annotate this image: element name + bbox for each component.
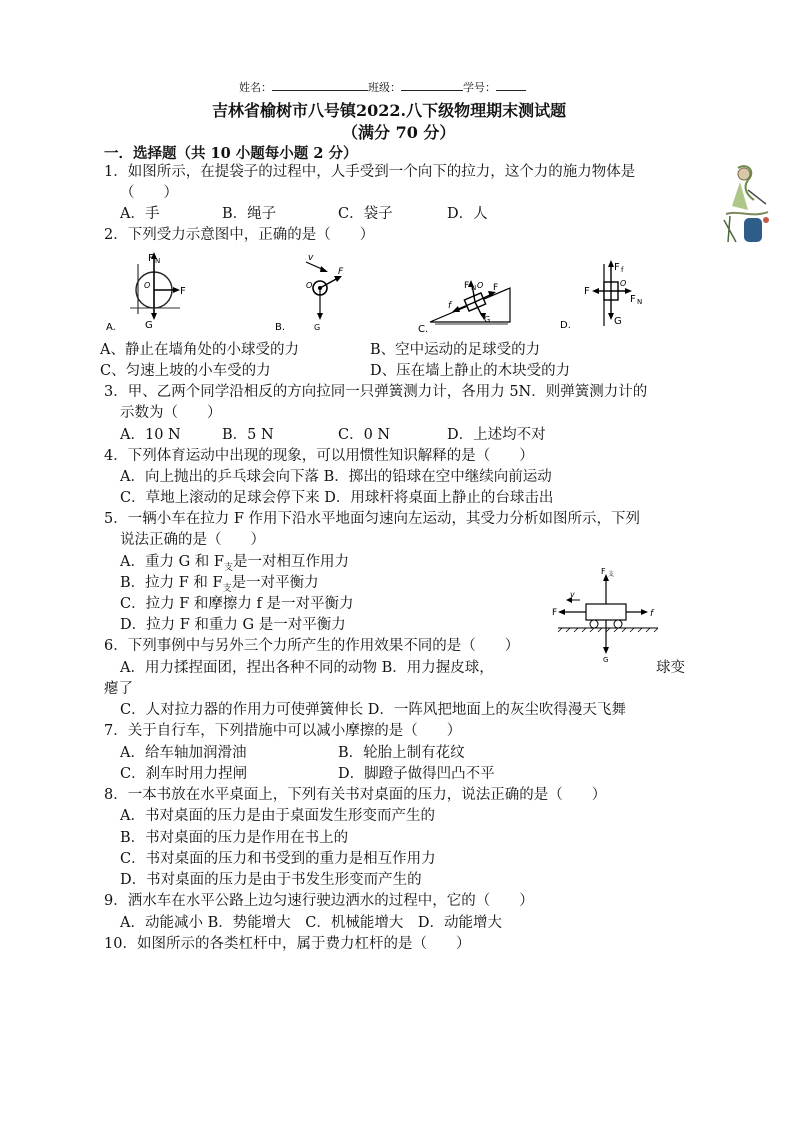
q4-options-ab[interactable]: A．向上抛出的乒乓球会向下落 B．掷出的铅球在空中继续向前运动 [120,469,552,485]
svg-text:F: F [614,262,620,273]
q6-options-cd[interactable]: C．人对拉力器的作用力可使弹簧伸长 D．一阵风把地面上的灰尘吹得漫天飞舞 [120,702,626,718]
svg-text:F: F [338,267,344,277]
class-label: 班级： [368,81,401,94]
q8-option-b[interactable]: B．书对桌面的压力是作用在书上的 [120,830,349,846]
id-label: 学号： [463,81,496,94]
q7-option-b[interactable]: B．轮胎上制有花纹 [338,745,465,761]
svg-text:G: G [145,320,153,331]
svg-text:F: F [552,608,558,618]
svg-text:F: F [464,281,470,291]
fig-b-label: B. [275,322,286,333]
q3-stem-cont: 示数为（ ） [120,405,222,421]
exam-title: 吉林省榆树市八号镇2022.八下级物理期末测试题 [212,101,567,120]
svg-text:O: O [620,279,627,288]
figure-c-cart-on-slope [418,280,510,335]
svg-text:O: O [477,281,484,290]
q6-stem: 6．下列事例中与另外三个力所产生的作用效果不同的是（ ） [104,638,520,654]
q2-option-c[interactable]: C、匀速上坡的小车受的力 [100,363,271,379]
figure-a-ball-in-corner [106,252,186,333]
q2-stem: 2．下列受力示意图中，正确的是（ ） [104,227,375,243]
svg-text:N: N [471,284,477,292]
q5-option-d[interactable]: D．拉力 F 和重力 G 是一对平衡力 [120,617,346,633]
q3-option-d[interactable]: D．上述均不对 [447,427,546,443]
svg-text:G: G [314,323,321,332]
q1-option-d[interactable]: D．人 [447,206,488,222]
svg-text:F: F [601,567,606,576]
q5-stem-cont: 说法正确的是（ ） [120,532,265,548]
q2-option-a[interactable]: A、静止在墙角处的小球受的力 [100,342,299,358]
svg-text:F: F [584,286,590,297]
fig-a-label: A. [106,322,116,333]
svg-text:G: G [484,315,491,324]
q2-force-diagrams [100,250,700,336]
figure-b-flying-ball [275,253,344,333]
svg-text:v: v [570,590,575,599]
q8-option-a[interactable]: A．书对桌面的压力是由于桌面发生形变而产生的 [120,808,435,824]
q6-options-ab[interactable]: A．用力揉捏面团，捏出各种不同的动物 B．用力握皮球， [120,660,494,676]
svg-text:支: 支 [608,571,615,578]
q5-stem: 5．一辆小车在拉力 F 作用下沿水平地面匀速向左运动，其受力分析如图所示，下列 [104,511,641,527]
q5-option-c[interactable]: C．拉力 F 和摩擦力 f 是一对平衡力 [120,596,354,612]
q3-option-b[interactable]: B．5 N [222,427,274,443]
q2-option-b[interactable]: B、空中运动的足球受的力 [370,342,541,358]
svg-text:N: N [637,298,643,306]
svg-text:f: f [650,609,654,619]
svg-text:F: F [630,294,636,305]
section-heading: 一．选择题（共 10 小题每小题 2 分） [104,145,358,162]
q7-option-a[interactable]: A．给车轴加润滑油 [120,745,247,761]
q4-options-cd[interactable]: C．草地上滚动的足球会停下来 D．用球杆将桌面上静止的台球击出 [120,490,554,506]
q5-cart-diagram [548,566,668,662]
svg-text:O: O [306,281,313,290]
q5-option-a[interactable]: A．重力 G 和 $F_支$是一对相互作用力 [120,554,349,573]
figure-d-block-on-wall [560,260,642,331]
q7-stem: 7．关于自行车，下列措施中可以减小摩擦的是（ ） [104,723,462,739]
q5-option-b[interactable]: B．拉力 F 和 $F_支$是一对平衡力 [120,575,319,594]
fig-c-label: C. [418,324,429,335]
svg-text:f: f [448,301,452,311]
svg-text:G: G [603,656,609,662]
exam-subtitle: （满分 70 分） [342,123,456,142]
svg-text:F: F [180,286,186,297]
q3-option-c[interactable]: C．0 N [338,427,391,443]
q9-options[interactable]: A．动能减小 B．势能增大 C．机械能增大 D．动能增大 [120,915,502,931]
q1-option-c[interactable]: C．袋子 [338,206,393,222]
q3-stem: 3．甲、乙两个同学沿相反的方向拉同一只弹簧测力计，各用力 5N．则弹簧测力计的 [104,384,648,400]
student-info-line [239,79,526,95]
q1-stem: 1．如图所示，在提袋子的过程中，人手受到一个向下的拉力，这个力的施力物体是 [104,164,636,180]
corner-illustration [718,160,776,250]
q9-stem: 9．洒水车在水平公路上边匀速行驶边洒水的过程中，它的（ ） [104,893,534,909]
name-blank[interactable] [272,80,368,91]
q4-stem: 4．下列体育运动中出现的现象，可以用惯性知识解释的是（ ） [104,448,534,464]
q8-stem: 8．一本书放在水平桌面上，下列有关书对桌面的压力，说法正确的是（ ） [104,787,607,803]
q3-option-a[interactable]: A．10 N [120,427,181,443]
q1-option-b[interactable]: B．绳子 [222,206,277,222]
svg-text:f: f [621,266,624,274]
q7-option-d[interactable]: D．脚蹬子做得凹凸不平 [338,766,495,782]
q10-stem: 10．如图所示的各类杠杆中，属于费力杠杆的是（ ） [104,936,471,952]
q1-option-a[interactable]: A．手 [120,206,160,222]
fig-a-fn-label: F [148,253,154,264]
q8-option-d[interactable]: D．书对桌面的压力是由于书发生形变而产生的 [120,872,422,888]
svg-text:N: N [155,257,161,265]
q1-stem-paren: （ ） [120,185,178,201]
q7-option-c[interactable]: C．刹车时用力捏闸 [120,766,248,782]
name-label: 姓名： [239,81,272,94]
class-blank[interactable] [401,80,463,91]
svg-text:F: F [493,283,499,293]
q6-option-b-cont: 瘪了 [104,681,133,697]
q6-option-b-tail: 球变 [656,660,685,676]
svg-text:v: v [308,253,314,263]
svg-text:O: O [144,281,151,290]
q2-option-d[interactable]: D、压在墙上静止的木块受的力 [370,363,571,379]
fig-d-label: D. [560,320,571,331]
svg-text:G: G [614,316,622,327]
q8-option-c[interactable]: C．书对桌面的压力和书受到的重力是相互作用力 [120,851,436,867]
id-blank[interactable] [496,80,526,91]
